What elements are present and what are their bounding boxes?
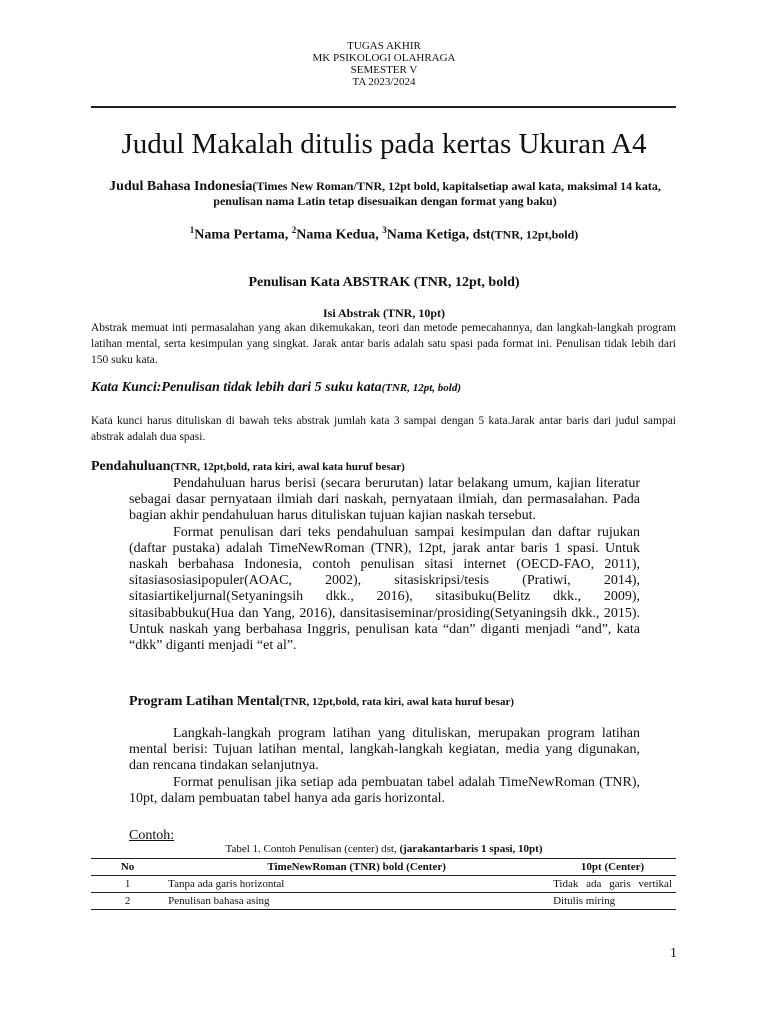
table-cell: Penulisan bahasa asing (164, 893, 549, 910)
table-header-cell: No (91, 859, 164, 876)
keywords-label: Kata Kunci (91, 380, 157, 395)
keywords-note: (TNR, 12pt, bold) (381, 382, 462, 394)
keywords-text: :Penulisan tidak lebih dari 5 suku kata (156, 380, 382, 395)
keywords-heading (91, 380, 676, 396)
example-table (91, 858, 676, 910)
table-row (91, 893, 676, 910)
table-header-cell: 10pt (Center) (549, 859, 676, 876)
page-number: 1 (670, 946, 677, 961)
table-cell: 2 (91, 893, 164, 910)
subtitle (100, 179, 670, 208)
header-line: TUGAS AKHIR (347, 40, 421, 52)
intro-heading (91, 459, 676, 475)
subtitle-main: Judul Bahasa Indonesia (109, 179, 253, 194)
author-affiliation-mark: 1 (189, 225, 195, 235)
author-line (0, 225, 768, 244)
abstract-heading: Penulisan Kata ABSTRAK (TNR, 12pt, bold) (248, 275, 520, 290)
subtitle-note: (Times New Roman/TNR, 12pt bold, kapitalsetiap awal kata, maksimal 14 kata, penulisan nama Latin tetap disesuaikan dengan format yang baku) (213, 179, 661, 208)
document-header (0, 40, 768, 88)
abstract-body: Abstrak memuat inti permasalahan yang akan dikemukakan, teori dan metode pemecahannya, dan langkah-langkah program latihan mental, serta kesimpulan yang singkat. Jarak antar baris adalah satu spasi pada format ini. Penulisan tidak lebih dari 150 suku kata. (91, 322, 676, 366)
table-caption-note: (jarakantarbaris 1 spasi, 10pt) (399, 843, 543, 855)
table-caption (0, 843, 768, 855)
table-cell: Tidak ada garis vertikal (549, 876, 676, 893)
header-divider (91, 106, 676, 108)
intro-heading-text: Pendahuluan (91, 459, 171, 474)
table-caption-text: Tabel 1. Contoh Penulisan (center) dst, (225, 843, 400, 855)
program-heading-note: (TNR, 12pt,bold, rata kiri, awal kata huruf besar) (279, 696, 514, 708)
author-name: Nama Kedua, (296, 227, 383, 243)
table-row (91, 876, 676, 893)
header-line: SEMESTER V (350, 64, 418, 76)
header-line: MK PSIKOLOGI OLAHRAGA (312, 52, 456, 64)
program-heading (129, 694, 640, 710)
intro-paragraph: Pendahuluan harus berisi (secara berurutan) latar belakang umum, kajian literatur sebagai dasar pernyataan ilmiah dari naskah, pernyataan ilmiah, dan permasalahan. Pada bagian akhir pendahuluan harus dituliskan tujuan kajian naskah tersebut. (129, 476, 640, 524)
author-name: Nama Pertama, (194, 227, 292, 243)
program-body (129, 726, 640, 807)
program-paragraph: Format penulisan jika setiap ada pembuatan tabel adalah TimeNewRoman (TNR), 10pt, dalam pembuatan tabel hanya ada garis horizontal. (129, 774, 640, 806)
program-paragraph: Langkah-langkah program latihan yang dituliskan, merupakan program latihan mental berisi: Tujuan latihan mental, langkah-langkah kegiatan, media yang digunakan, dan rencana tindakan selanjutnya. (129, 726, 640, 774)
table-cell: 1 (91, 876, 164, 893)
author-name: Nama Ketiga, dst (386, 227, 491, 243)
intro-heading-note: (TNR, 12pt,bold, rata kiri, awal kata huruf besar) (170, 461, 405, 473)
author-affiliation-mark: 3 (382, 225, 387, 235)
table-header-cell: TimeNewRoman (TNR) bold (Center) (164, 859, 549, 876)
table-cell: Ditulis miring (549, 893, 676, 910)
header-line: TA 2023/2024 (352, 76, 416, 88)
author-note: (TNR, 12pt,bold) (490, 227, 579, 242)
intro-body (129, 476, 640, 654)
abstract-subheading: Isi Abstrak (TNR, 10pt) (322, 306, 445, 320)
paper-title: Judul Makalah ditulis pada kertas Ukuran A4 (121, 128, 647, 160)
table-cell: Tanpa ada garis horizontal (164, 876, 549, 893)
keywords-body: Kata kunci harus dituliskan di bawah teks abstrak jumlah kata 3 sampai dengan 5 kata.Jarak antar baris dari judul sampai abstrak adalah dua spasi. (91, 415, 676, 443)
author-affiliation-mark: 2 (291, 225, 297, 235)
example-label: Contoh: (129, 828, 175, 843)
intro-paragraph: Format penulisan dari teks pendahuluan sampai kesimpulan dan daftar rujukan (daftar pustaka) adalah TimeNewRoman (TNR), 12pt, jarak antar baris 1 spasi. Untuk naskah berbahasa Indonesia, contoh penulisan sitasi internet (OECD-FAO, 2011), sitasiasosiasipopuler(AOAC, 2002), sitasiskripsi/tesis (Pratiwi, 2014), sitasiartikeljurnal(Setyaningsih dkk., 2016), sitasibuku(Belitz dkk., 2009), sitasibabbuku(Hua dan Yang, 2016), dansitasiseminar/prosiding(Setyaningsih dkk., 2015). Untuk naskah yang berbahasa Inggris, penulisan kata “dan” diganti menjadi “and”, kata “dkk” diganti menjadi “et al”. (129, 524, 640, 654)
program-heading-text: Program Latihan Mental (129, 694, 280, 709)
table-header-row (91, 859, 676, 876)
